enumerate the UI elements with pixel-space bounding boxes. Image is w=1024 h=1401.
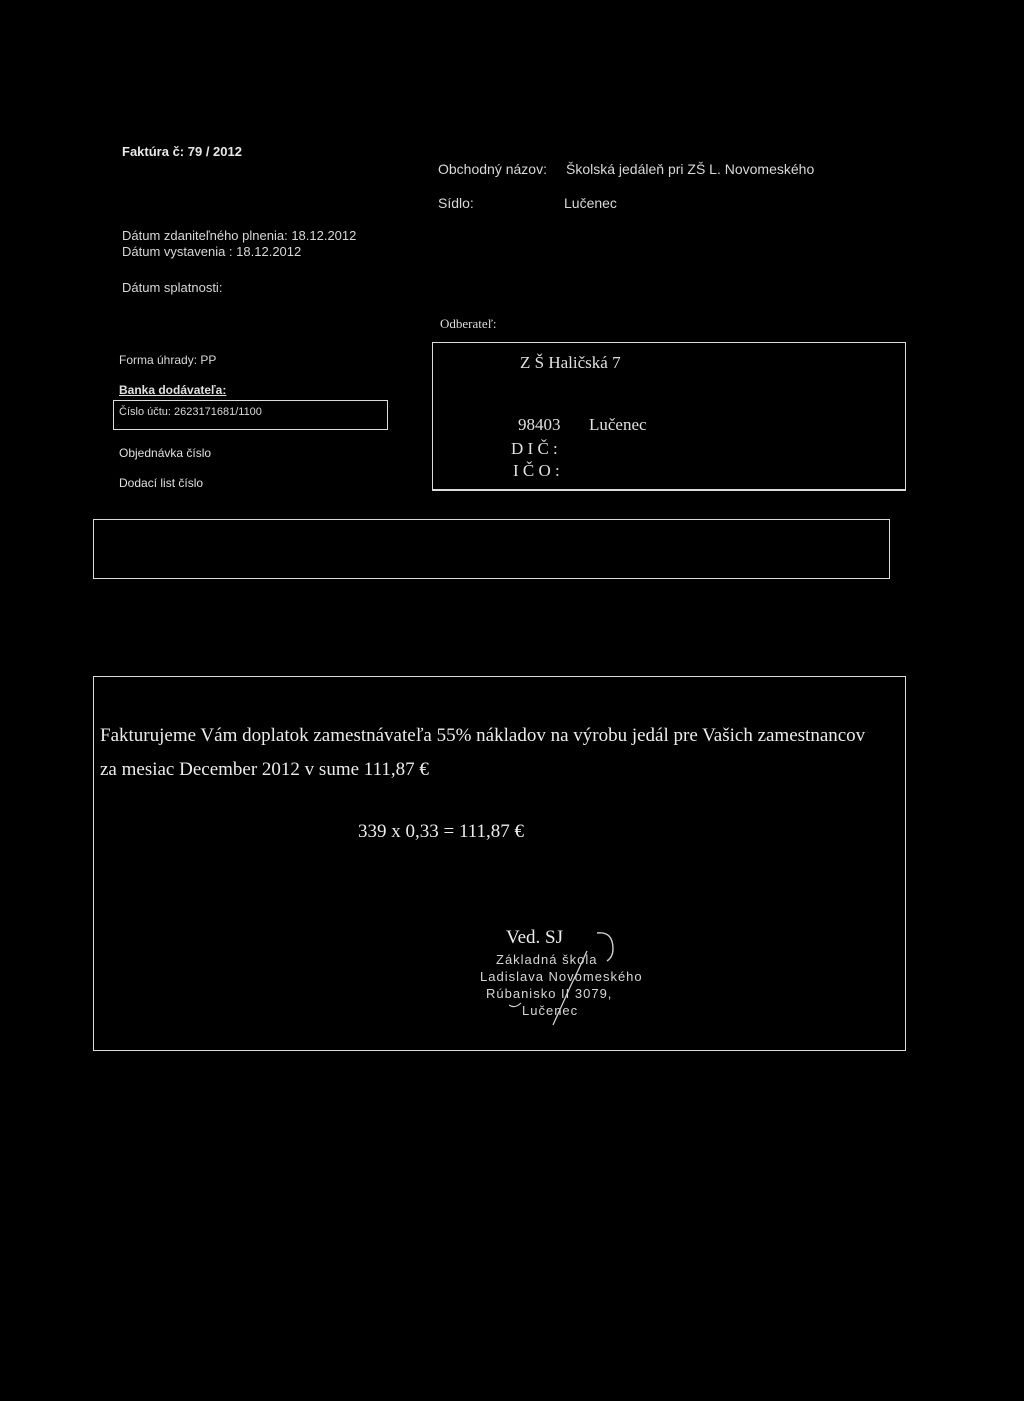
invoice-body-box xyxy=(93,676,906,1051)
stamp-line-2: Ladislava Novomeského xyxy=(480,969,643,984)
supplier-name-value: Školská jedáleň pri ZŠ L. Novomeského xyxy=(566,161,815,177)
account-number xyxy=(119,406,262,418)
tax-date-label: Dátum zdaniteľného plnenia: xyxy=(122,228,288,243)
issue-date-value: 18.12.2012 xyxy=(236,244,302,259)
supplier-seat-label: Sídlo: xyxy=(438,195,474,211)
supplier-seat-value: Lučenec xyxy=(564,195,617,211)
due-date xyxy=(122,280,222,295)
body-line-2: za mesiac December 2012 v sume 111,87 € xyxy=(100,759,429,780)
stamp-line-3: Rúbanisko II 3079, xyxy=(486,986,613,1001)
tax-date xyxy=(122,228,356,243)
customer-heading: Odberateľ: xyxy=(440,316,497,331)
customer-box xyxy=(432,342,906,491)
customer-dic-label: D I Č : xyxy=(511,439,558,458)
delivery-note-label: Dodací list číslo xyxy=(119,476,204,490)
bank-label: Banka dodávateľa: xyxy=(119,383,227,397)
payment-form-value: PP xyxy=(200,353,217,367)
customer-name: Z Š Haličská 7 xyxy=(520,353,621,372)
empty-box xyxy=(93,519,890,579)
order-number-label: Objednávka číslo xyxy=(119,446,212,460)
calculation: 339 x 0,33 = 111,87 € xyxy=(358,821,525,842)
payment-form xyxy=(119,353,216,367)
signature-role: Ved. SJ xyxy=(506,927,564,948)
account-number-label: Číslo účtu: xyxy=(119,406,171,418)
issue-date-label: Dátum vystavenia : xyxy=(122,244,233,259)
signature-mark xyxy=(509,929,619,1029)
invoice-number-value: 79 / 2012 xyxy=(187,144,242,159)
invoice-number-label: Faktúra č: xyxy=(122,144,185,159)
invoice-number xyxy=(122,144,242,159)
account-number-value: 2623171681/1100 xyxy=(174,406,262,418)
tax-date-value: 18.12.2012 xyxy=(291,228,357,243)
supplier-name-label: Obchodný názov: xyxy=(438,161,547,177)
issue-date xyxy=(122,244,301,259)
due-date-label: Dátum splatnosti: xyxy=(122,280,223,295)
customer-postal-code: 98403 xyxy=(518,415,561,434)
payment-form-label: Forma úhrady: xyxy=(119,353,198,367)
customer-ico-label: I Č O : xyxy=(513,461,560,480)
body-line-1: Fakturujeme Vám doplatok zamestnávateľa 55% nákladov na výrobu jedál pre Vašich zamestnancov xyxy=(100,725,866,746)
customer-city: Lučenec xyxy=(589,415,647,434)
stamp-line-4: Lučenec xyxy=(522,1003,579,1018)
stamp-line-1: Základná škola xyxy=(496,952,598,967)
